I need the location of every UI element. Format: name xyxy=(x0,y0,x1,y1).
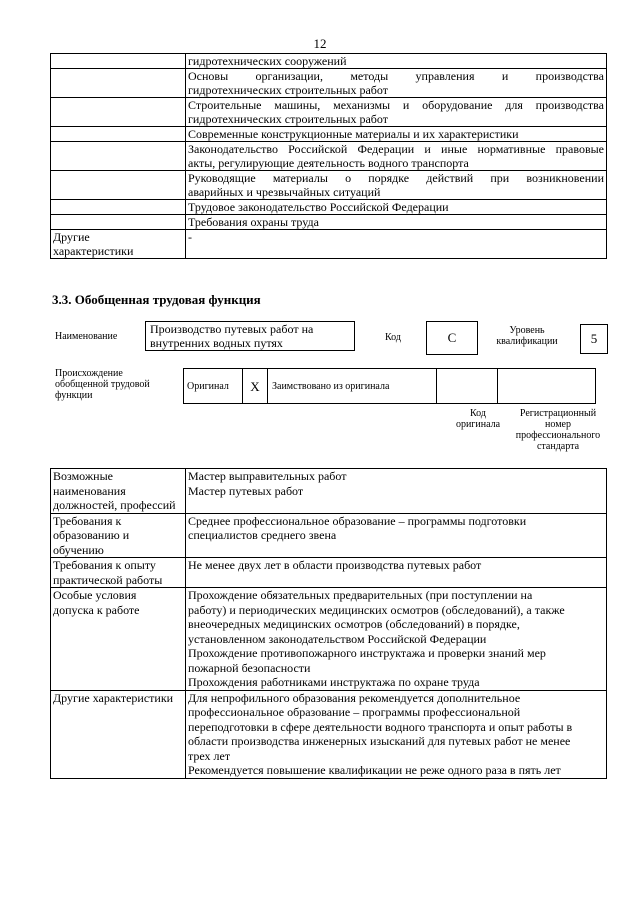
row-label: Требования к опыту практической работы xyxy=(51,558,186,588)
knowledge-table xyxy=(50,53,607,259)
table-row xyxy=(51,588,607,691)
table-row xyxy=(51,171,607,200)
table-row xyxy=(51,215,607,230)
row-text: Руководящие материалы о порядке действий при возникновении аварийных и чрезвычайных ситуаций xyxy=(186,171,607,200)
registration-caption: Регистрационный номер профессионального стандарта xyxy=(515,408,601,452)
table-row xyxy=(51,142,607,171)
table-row xyxy=(51,469,607,514)
row-label xyxy=(51,200,186,215)
original-mark: X xyxy=(243,369,268,404)
row-label xyxy=(51,127,186,142)
level-value-box: 5 xyxy=(580,324,608,354)
original-code-cell xyxy=(437,369,498,404)
row-text: Среднее профессиональное образование – программы подготовки специалистов среднего звена xyxy=(186,513,607,558)
level-label: Уровень квалификации xyxy=(496,325,558,347)
row-label xyxy=(51,142,186,171)
row-text: гидротехнических сооружений xyxy=(186,54,607,69)
table-row xyxy=(51,98,607,127)
row-label: Возможные наименования должностей, профессий xyxy=(51,469,186,514)
code-caption: Код оригинала xyxy=(455,408,501,430)
row-text: Строительные машины, механизмы и оборудование для производства гидротехнических строительных работ xyxy=(186,98,607,127)
row-text: Мастер выправительных работ Мастер путевых работ xyxy=(186,469,607,514)
row-text: Не менее двух лет в области производства путевых работ xyxy=(186,558,607,588)
name-label: Наименование xyxy=(55,331,118,342)
row-text: Законодательство Российской Федерации и иные нормативные правовые акты, регулирующие деятельность водного транспорта xyxy=(186,142,607,171)
table-row xyxy=(51,690,607,778)
row-text: Основы организации, методы управления и производства гидротехнических строительных работ xyxy=(186,69,607,98)
registration-number-cell xyxy=(498,369,596,404)
row-text: Современные конструкционные материалы и их характеристики xyxy=(186,127,607,142)
code-label: Код xyxy=(385,332,401,343)
row-label xyxy=(51,215,186,230)
row-label: Особые условия допуска к работе xyxy=(51,588,186,691)
row-text: Для непрофильного образования рекомендуется дополнительное профессиональное образование – программы профессиональной переподготовки в сфере деятельности водного транспорта и опыт работы в области производства инженерных изысканий для путевых работ не менее трех лет Рекомендуется повышение квалификации не реже одного раза в пять лет xyxy=(186,690,607,778)
details-table xyxy=(50,468,607,779)
table-row xyxy=(51,69,607,98)
code-value-box: C xyxy=(426,321,478,355)
row-text: Трудовое законодательство Российской Федерации xyxy=(186,200,607,215)
table-row xyxy=(51,513,607,558)
section-heading: 3.3. Обобщенная трудовая функция xyxy=(52,292,261,307)
table-row xyxy=(51,230,607,259)
origin-table xyxy=(183,368,596,404)
row-label xyxy=(51,69,186,98)
row-label xyxy=(51,98,186,127)
row-label xyxy=(51,171,186,200)
row-label: Другие характеристики xyxy=(51,690,186,778)
table-row xyxy=(51,127,607,142)
row-text: - xyxy=(186,230,607,259)
original-label: Оригинал xyxy=(184,369,243,404)
row-text: Прохождение обязательных предварительных (при поступлении на работу) и периодических медицинских осмотров (обследований), а также внеочередных медицинских осмотров (обследований) в порядке, установленном законодательством Российской Федерации Прохождение противопожарного инструктажа и проверки знаний мер пожарной безопасности Прохождения работниками инструктажа по охране труда xyxy=(186,588,607,691)
row-label xyxy=(51,54,186,69)
function-name-box: Производство путевых работ на внутренних водных путях xyxy=(145,321,355,351)
row-label: Другие характеристики xyxy=(51,230,186,259)
row-text: Требования охраны труда xyxy=(186,215,607,230)
table-row xyxy=(51,54,607,69)
page-number: 12 xyxy=(313,36,327,51)
row-label: Требования к образованию и обучению xyxy=(51,513,186,558)
table-row xyxy=(51,200,607,215)
origin-label: Происхождение обобщенной трудовой функции xyxy=(55,368,150,401)
borrowed-label: Заимствовано из оригинала xyxy=(268,369,437,404)
table-row xyxy=(51,558,607,588)
